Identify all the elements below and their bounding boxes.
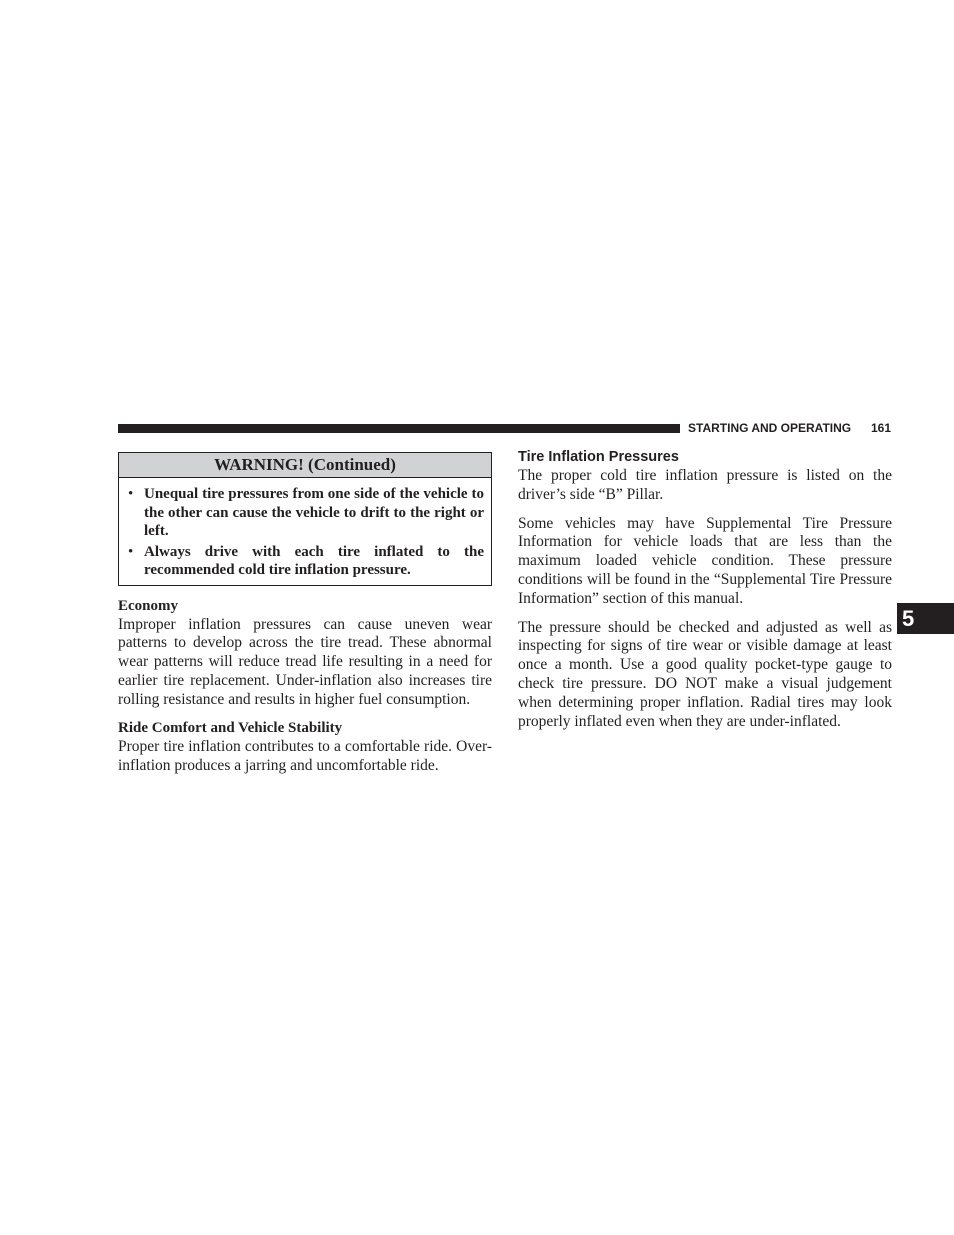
tire-inflation-paragraph: The pressure should be checked and adjusted as well as inspecting for signs of tire wear or visible damage at least once a month. Use a good quality pocket-type gauge to check tire pressure. DO NOT make a visual judgement when determining proper inflation. Radial tires may look properly inflated even when they are under-inflated. (518, 618, 892, 730)
warning-item-text: Always drive with each tire inflated to the recommended cold tire inflation pressure. (144, 543, 484, 578)
warning-item-text: Unequal tire pressures from one side of the vehicle to the other can cause the vehicle to drift to the right or left. (144, 486, 484, 539)
economy-heading: Economy (118, 597, 178, 614)
warning-item (127, 485, 484, 541)
ride-comfort-heading: Ride Comfort and Vehicle Stability (118, 720, 343, 737)
tire-inflation-paragraph: Some vehicles may have Supplemental Tire Pressure Information for vehicle loads that are less than the maximum loaded vehicle condition. These pressure conditions will be found in the “Supplemental Tire Pressure Information” section of this manual. (518, 514, 892, 607)
bullet-icon: • (128, 543, 134, 560)
tire-inflation-heading: Tire Inflation Pressures (518, 449, 679, 465)
section-title: STARTING AND OPERATING (688, 421, 852, 435)
running-header (688, 420, 891, 436)
ride-comfort-body: Proper tire inflation contributes to a comfortable ride. Over-inflation produces a jarring and uncomfortable ride. (118, 738, 492, 775)
header-rule (118, 424, 680, 433)
warning-item (127, 543, 484, 580)
page-number: 161 (870, 421, 891, 435)
warning-title: WARNING! (Continued) (119, 453, 491, 478)
bullet-icon: • (128, 486, 134, 502)
left-column (118, 452, 492, 776)
right-column (518, 448, 892, 731)
economy-body: Improper inflation pressures can cause uneven wear patterns to develop across the tire tread. These abnormal wear patterns will reduce tread life resulting in a need for earlier tire replacement. Under-inflation also increases tire rolling resistance and results in higher fuel consumption. (118, 615, 492, 708)
warning-box (118, 452, 492, 586)
tire-inflation-paragraph: The proper cold tire inflation pressure is listed on the driver’s side “B” Pillar. (518, 467, 892, 503)
warning-list (119, 478, 491, 585)
chapter-tab: 5 (897, 603, 954, 634)
